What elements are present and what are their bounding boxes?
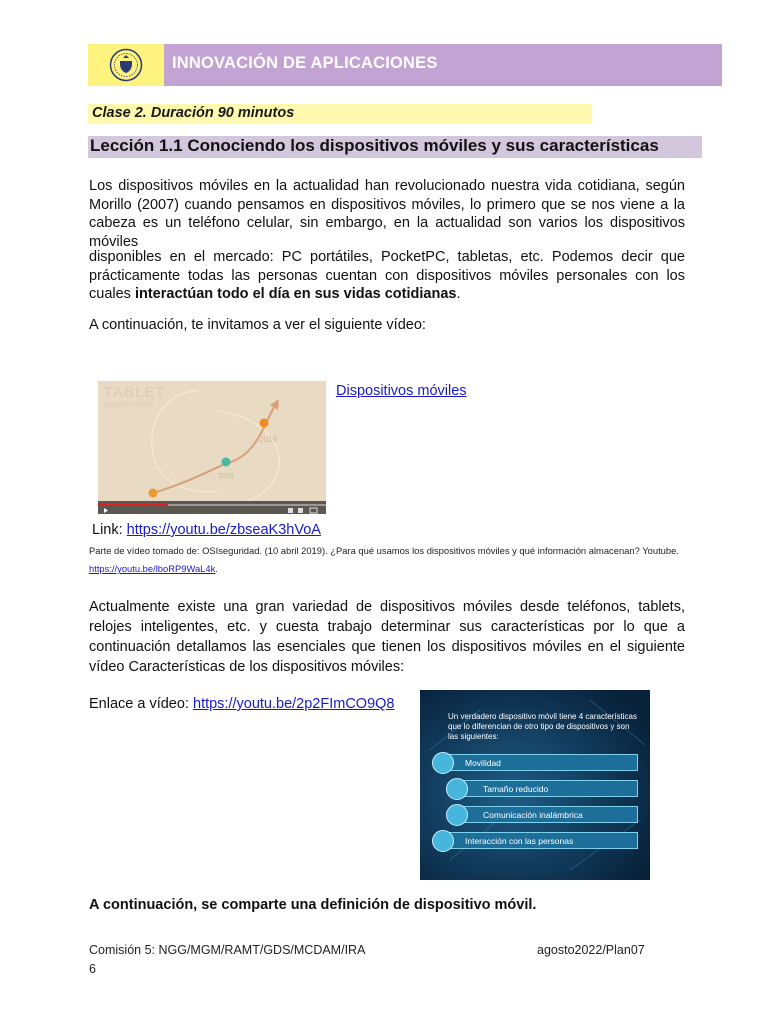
source-text: Parte de vídeo tomado de: OSIseguridad. (10 abril 2019). ¿Para qué usamos los dispositivos móviles y qué información almacenan? Youtube. — [89, 545, 679, 556]
footer-date-plan: agosto2022/Plan07 — [537, 943, 645, 957]
page-number: 6 — [89, 962, 96, 976]
feature-tamano-reducido: Tamaño reducido — [458, 780, 638, 797]
logo — [88, 44, 164, 86]
bullet-dot — [446, 804, 468, 826]
intro-paragraph-2 — [89, 248, 685, 304]
footer-commission: Comisión 5: NGG/MGM/RAMT/GDS/MCDAM/IRA — [89, 943, 366, 957]
feature-movilidad: Movilidad — [440, 754, 638, 771]
youtube-link-1[interactable]: https://youtu.be/zbseaK3hVoA — [126, 522, 321, 538]
video-thumbnail-1[interactable] — [98, 381, 326, 514]
intro-paragraph-1: Los dispositivos móviles en la actualidad han revolucionado nuestra vida cotidiana, según Morillo (2007) cuando pensamos en dispositivos móviles, lo primero que se nos viene a la cabeza es un teléfono celular, sin embargo, en la actualidad son varios los dispositivos móviles — [89, 178, 685, 250]
bullet-dot — [432, 752, 454, 774]
university-seal-icon — [109, 48, 143, 82]
video-title-big: TABLET — [104, 384, 166, 401]
link-line — [92, 522, 321, 538]
video2-intro: Un verdadero dispositivo móvil tiene 4 características que lo diferencian de otro tipo de dispositivos y son las siguientes: — [448, 712, 637, 741]
intro-end: . — [456, 286, 461, 302]
video-link-label: Enlace a vídeo: — [89, 696, 193, 712]
intro-text: disponibles en el mercado: PC portátiles, PocketPC, tabletas, etc. Podemos decir que prácticamente todas las personas cuentan con dispositivos móviles personales con los cuales — [89, 249, 685, 302]
source-link[interactable]: https://youtu.be/lboRP9WaL4k — [89, 563, 216, 574]
intro-bold-text: interactúan todo el día en sus vidas cotidianas — [134, 286, 457, 302]
video-year-2019: 2019 — [259, 435, 277, 444]
feature-interaccion-personas: Interacción con las personas — [440, 832, 638, 849]
video-title-small: SMARTPHONE — [104, 402, 154, 409]
video-invite: A continuación, te invitamos a ver el siguiente vídeo: — [89, 317, 426, 333]
class-duration: Clase 2. Duración 90 minutos — [92, 105, 295, 121]
paragraph-2: Actualmente existe una gran variedad de dispositivos móviles desde teléfonos, tablets, relojes inteligentes, etc. y cuesta trabajo determinar sus características por lo que a continuación detallamos las esenciales que tienen los dispositivos móviles en el siguiente vídeo Características de los dispositivos móviles: — [89, 599, 685, 675]
youtube-link-2[interactable]: https://youtu.be/2p2FImCO9Q8 — [193, 696, 395, 712]
bullet-dot — [446, 778, 468, 800]
bullet-dot — [432, 830, 454, 852]
video-link-dispositivos-moviles[interactable]: Dispositivos móviles — [336, 383, 467, 399]
video-year-2016: 2016 — [218, 473, 234, 480]
video-link-line — [89, 696, 395, 712]
video-thumbnail-2[interactable] — [420, 690, 650, 880]
closing-line: A continuación, se comparte una definición de dispositivo móvil. — [89, 897, 537, 913]
source-end: . — [215, 563, 218, 574]
source-note — [89, 542, 729, 578]
feature-comunicacion-inalambrica: Comunicación inalámbrica — [458, 806, 638, 823]
header-title: INNOVACIÓN DE APLICACIONES — [172, 54, 438, 72]
link-label: Link: — [92, 522, 127, 538]
lesson-title: Lección 1.1 Conociendo los dispositivos móviles y sus características — [90, 136, 659, 155]
